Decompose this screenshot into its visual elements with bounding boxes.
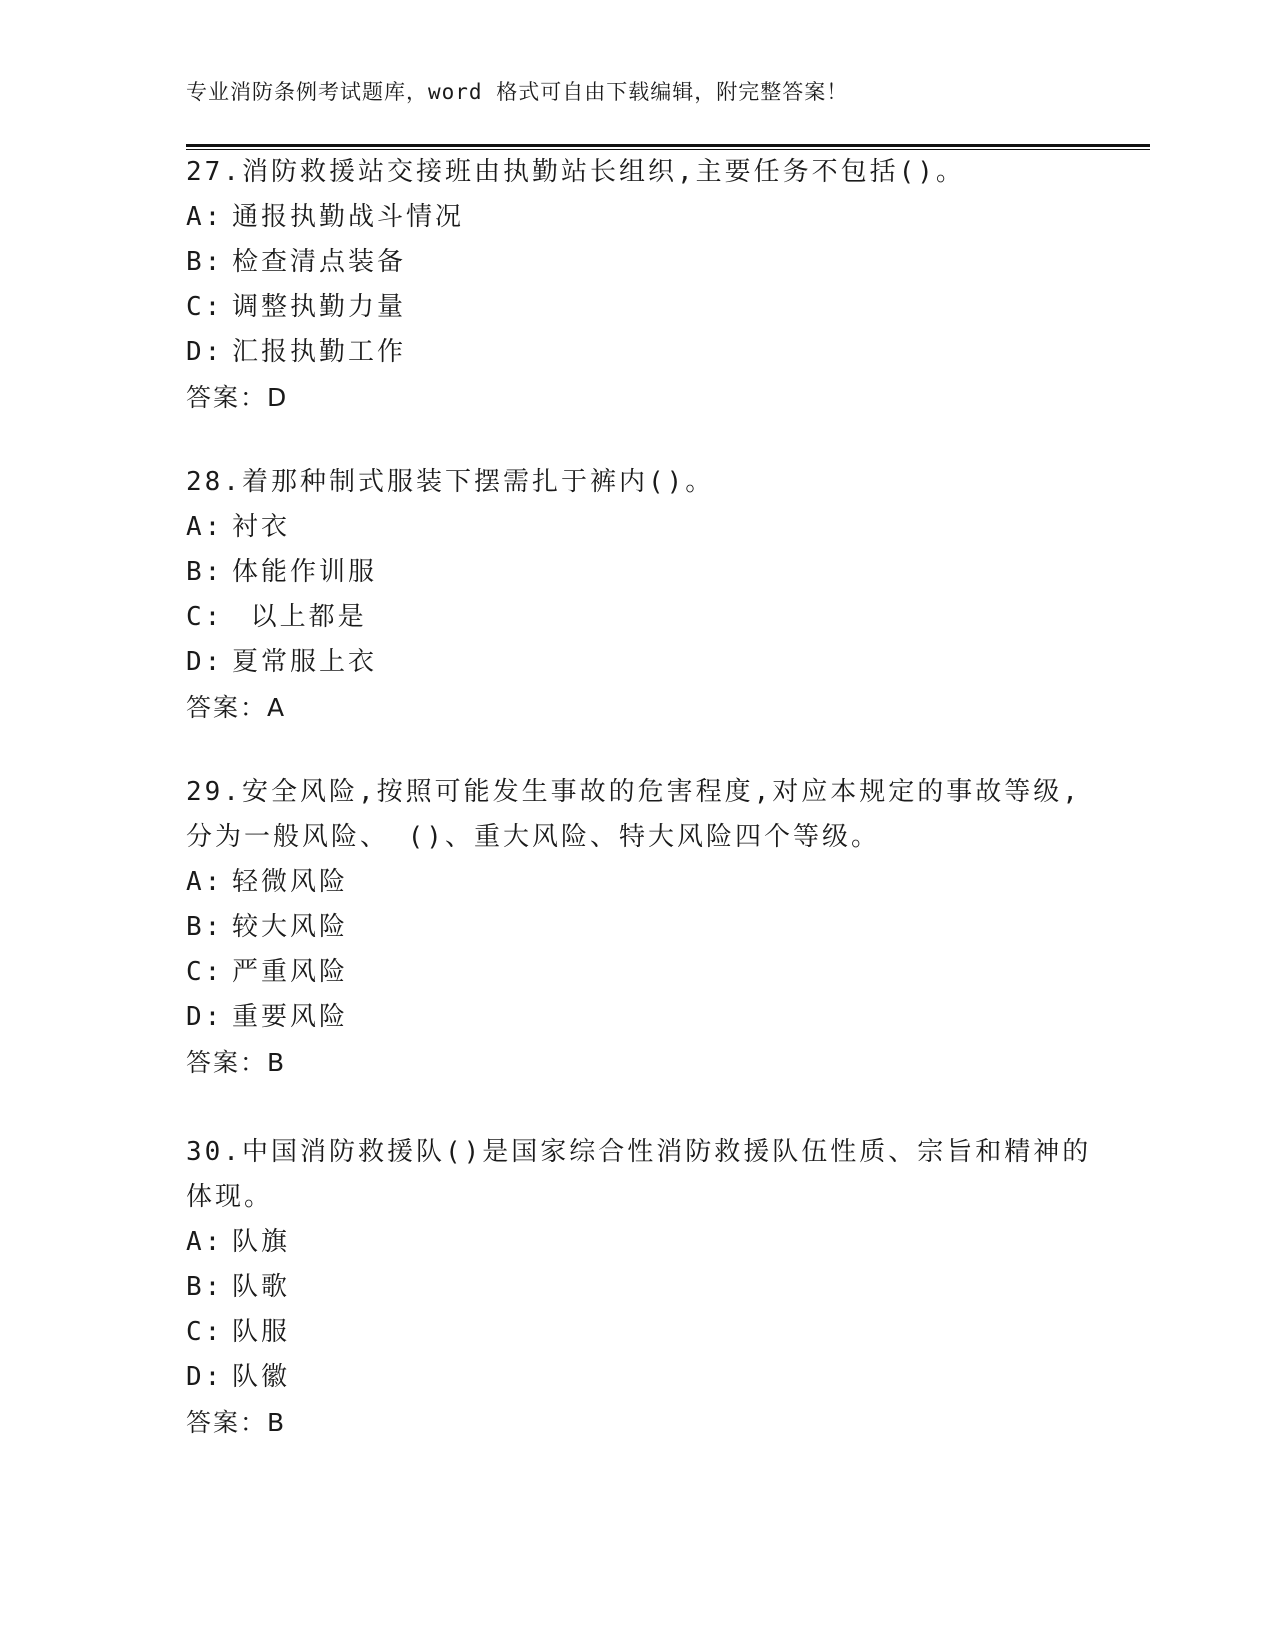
option-d: D: 队徽: [186, 1362, 291, 1392]
question-stem-line-2: 体现。: [186, 1182, 274, 1212]
option-d: D: 汇报执勤工作: [186, 337, 407, 367]
answer: 答案：B: [186, 1048, 287, 1077]
option-c: C: 以上都是: [186, 602, 367, 632]
page-header: 专业消防条例考试题库，word 格式可自由下载编辑，附完整答案！: [186, 80, 849, 104]
question-27: [186, 150, 1086, 420]
option-a: A: 通报执勤战斗情况: [186, 202, 465, 232]
question-29: [186, 770, 1086, 1085]
question-stem-line-1: 29.安全风险,按照可能发生事故的危害程度,对应本规定的事故等级,: [186, 777, 1081, 807]
question-stem-line-2: 分为一般风险、 ()、重大风险、特大风险四个等级。: [186, 822, 880, 852]
answer: 答案：D: [186, 383, 289, 412]
option-c: C: 队服: [186, 1317, 291, 1347]
header-rule-thick: [186, 144, 1150, 147]
question-stem: 27.消防救援站交接班由执勤站长组织,主要任务不包括()。: [186, 157, 965, 187]
option-a: A: 队旗: [186, 1227, 291, 1257]
option-a: A: 衬衣: [186, 512, 291, 542]
option-b: B: 体能作训服: [186, 557, 378, 587]
option-c: C: 调整执勤力量: [186, 292, 407, 322]
option-b: B: 队歌: [186, 1272, 291, 1302]
option-d: D: 重要风险: [186, 1002, 349, 1032]
question-30: [186, 1130, 1092, 1445]
option-b: B: 检查清点装备: [186, 247, 407, 277]
question-28: [186, 460, 1086, 730]
option-d: D: 夏常服上衣: [186, 647, 378, 677]
answer: 答案：B: [186, 1408, 287, 1437]
option-b: B: 较大风险: [186, 912, 349, 942]
option-c: C: 严重风险: [186, 957, 349, 987]
option-a: A: 轻微风险: [186, 867, 349, 897]
question-stem: 28.着那种制式服装下摆需扎于裤内()。: [186, 467, 715, 497]
answer: 答案：A: [186, 693, 287, 722]
question-stem-line-1: 30.中国消防救援队()是国家综合性消防救援队伍性质、宗旨和精神的: [186, 1137, 1092, 1167]
